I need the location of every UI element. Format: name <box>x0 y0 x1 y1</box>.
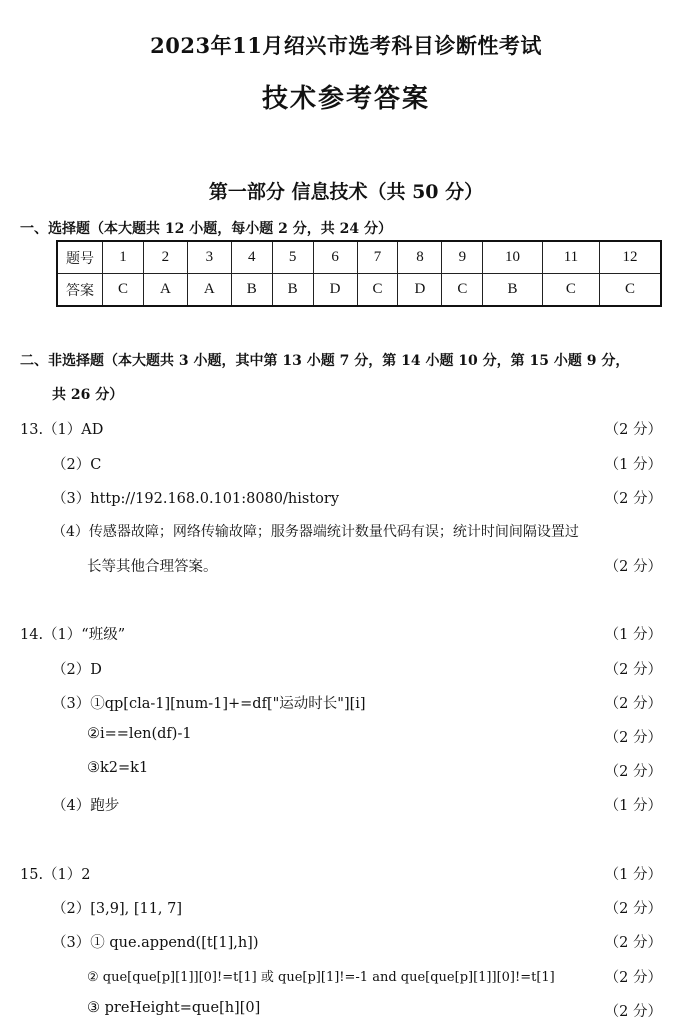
section1-heading: 一、选择题（本大题共 12 小题，每小题 2 分，共 24 分） <box>20 221 392 237</box>
q14-3-answer-3: ③k2=k1 <box>87 760 149 776</box>
q14-3-score-2: （2 分） <box>604 730 662 746</box>
q13-3-answer: （3）http://192.168.0.101:8080/history <box>52 491 340 507</box>
q15-3-score-3: （2 分） <box>604 1004 662 1020</box>
question-number: 7 <box>357 241 398 274</box>
q14-3-answer-2: ②i==len(df)-1 <box>87 726 192 742</box>
q14-2-score: （2 分） <box>604 662 662 678</box>
question-number: 12 <box>600 241 661 274</box>
q15-3-score-2: （2 分） <box>604 970 662 986</box>
question-number: 9 <box>442 241 483 274</box>
question-number-row <box>57 241 661 274</box>
answer-row <box>57 274 661 307</box>
q14-3-score-3: （2 分） <box>604 764 662 780</box>
q13-1-answer: 13.（1）AD <box>20 422 104 438</box>
question-number: 3 <box>187 241 231 274</box>
q14-3-answer-1: （3）①qp[cla-1][num-1]+=df["运动时长"][i] <box>52 696 366 712</box>
question-number: 1 <box>103 241 144 274</box>
question-number: 11 <box>542 241 599 274</box>
part-heading: 第一部分 信息技术（共 50 分） <box>208 181 484 203</box>
q15-2-score: （2 分） <box>604 901 662 917</box>
q15-3-answer-3: ③ preHeight=que[h][0] <box>87 1000 261 1016</box>
answer-table <box>56 240 662 307</box>
q15-2-answer: （2）[3,9], [11, 7] <box>52 901 183 917</box>
question-number: 8 <box>398 241 442 274</box>
question-number: 6 <box>313 241 357 274</box>
answer-key-title: 技术参考答案 <box>261 84 430 114</box>
answer-cell: A <box>143 274 187 307</box>
question-number: 2 <box>143 241 187 274</box>
q13-3-score: （2 分） <box>604 491 662 507</box>
q14-4-score: （1 分） <box>604 798 662 814</box>
q14-1-score: （1 分） <box>604 627 662 643</box>
q15-1-score: （1 分） <box>604 867 662 883</box>
section2-heading-line2: 共 26 分） <box>52 387 124 403</box>
q13-4-score: （2 分） <box>604 559 662 575</box>
q14-2-answer: （2）D <box>52 662 102 678</box>
q13-2-answer: （2）C <box>52 457 102 473</box>
q15-3-answer-2: ② que[que[p][1]][0]!=t[1] 或 que[p][1]!=-1 and que[que[p][1]][0]!=t[1] <box>87 970 555 985</box>
q14-1-answer: 14.（1）“班级” <box>20 627 126 643</box>
q13-4-answer-line1: （4）传感器故障；网络传输故障；服务器端统计数量代码有误；统计时间间隔设置过 <box>52 524 579 540</box>
answer-cell: C <box>103 274 144 307</box>
answer-cell: A <box>187 274 231 307</box>
q14-4-answer: （4）跑步 <box>52 798 120 814</box>
answer-cell: D <box>313 274 357 307</box>
exam-title: 2023年11月绍兴市选考科目诊断性考试 <box>150 33 542 58</box>
answer-cell: B <box>272 274 313 307</box>
answer-cell: C <box>357 274 398 307</box>
answer-cell: D <box>398 274 442 307</box>
q14-3-score-1: （2 分） <box>604 696 662 712</box>
row-label-answer: 答案 <box>57 274 103 307</box>
q13-1-score: （2 分） <box>604 422 662 438</box>
q15-1-answer: 15.（1）2 <box>20 867 91 883</box>
q13-2-score: （1 分） <box>604 457 662 473</box>
question-number: 10 <box>483 241 542 274</box>
answer-cell: C <box>442 274 483 307</box>
q13-4-answer-line2: 长等其他合理答案。 <box>87 559 218 575</box>
question-number: 5 <box>272 241 313 274</box>
question-number: 4 <box>231 241 272 274</box>
row-label-number: 题号 <box>57 241 103 274</box>
q15-3-answer-1: （3）① que.append([t[1],h]) <box>52 935 259 951</box>
section2-heading-line1: 二、非选择题（本大题共 3 小题，其中第 13 小题 7 分，第 14 小题 10 分，第 15 小题 9 分， <box>20 353 630 369</box>
answer-cell: B <box>231 274 272 307</box>
answer-cell: B <box>483 274 542 307</box>
answer-cell: C <box>542 274 599 307</box>
q15-3-score-1: （2 分） <box>604 935 662 951</box>
answer-cell: C <box>600 274 661 307</box>
